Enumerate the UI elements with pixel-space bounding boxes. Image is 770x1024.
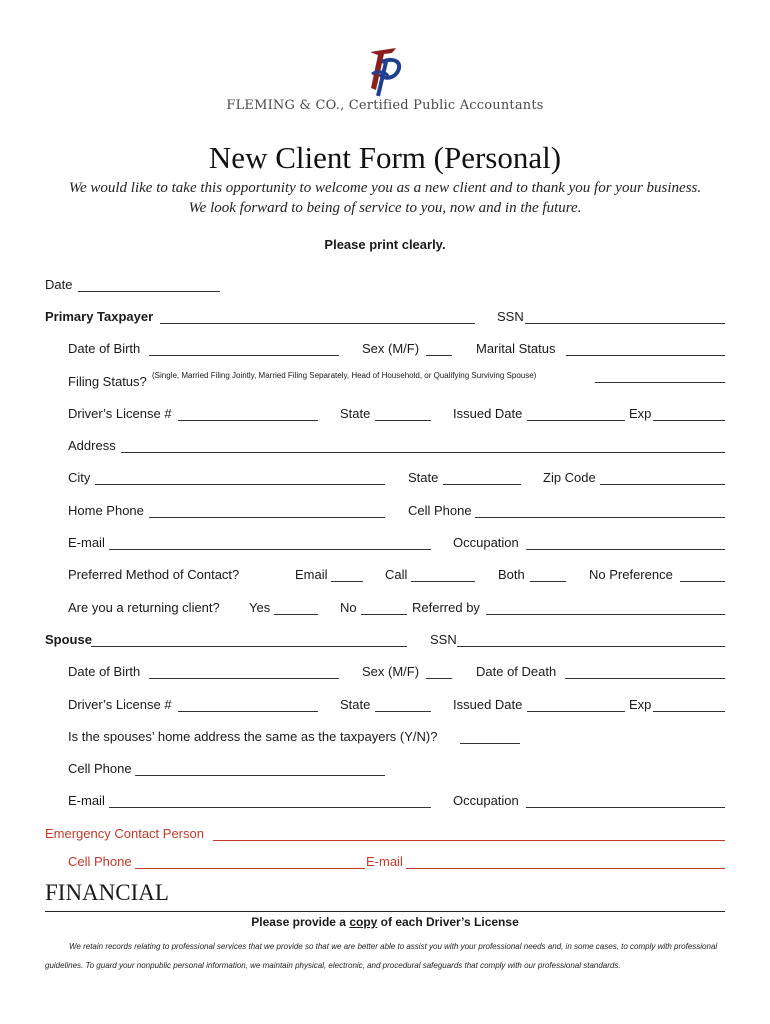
primary-dob-row xyxy=(0,341,770,361)
primary-issued-date-field[interactable] xyxy=(527,420,625,421)
contact-call-label: Call xyxy=(385,567,408,582)
city-row xyxy=(0,470,770,490)
spouse-cell-phone-field[interactable] xyxy=(135,775,385,776)
spouse-issued-date-label: Issued Date xyxy=(453,697,523,712)
firm-name: FLEMING & CO., Certified Public Accountants xyxy=(226,98,544,113)
primary-email-field[interactable] xyxy=(109,549,431,550)
city-field[interactable] xyxy=(95,484,385,485)
license-note-post: of each Driver’s License xyxy=(380,915,519,929)
city-label: City xyxy=(68,470,91,485)
emergency-contact-label: Emergency Contact Person xyxy=(45,826,204,841)
primary-ssn-field[interactable] xyxy=(525,323,725,324)
primary-sex-label: Sex (M/F) xyxy=(362,341,420,356)
spouse-exp-field[interactable] xyxy=(653,711,725,712)
license-copy-note xyxy=(0,915,770,929)
license-note-pre: Please provide a xyxy=(251,915,346,929)
spouse-dob-label: Date of Birth xyxy=(68,664,141,679)
emergency-email-label: E-mail xyxy=(366,854,403,869)
primary-license-row xyxy=(0,406,770,426)
address-state-label: State xyxy=(408,470,439,485)
primary-dob-field[interactable] xyxy=(149,355,339,356)
contact-method-row xyxy=(0,567,770,587)
contact-both-field[interactable] xyxy=(530,581,566,582)
primary-taxpayer-row xyxy=(0,309,770,329)
primary-exp-label: Exp xyxy=(629,406,652,421)
primary-occupation-label: Occupation xyxy=(453,535,519,550)
spouse-issued-date-field[interactable] xyxy=(527,711,625,712)
zip-code-field[interactable] xyxy=(600,484,725,485)
primary-issued-date-label: Issued Date xyxy=(453,406,523,421)
spouse-death-label: Date of Death xyxy=(476,664,557,679)
primary-dob-label: Date of Birth xyxy=(68,341,141,356)
date-row xyxy=(0,277,770,297)
spouse-sex-field[interactable] xyxy=(426,678,452,679)
primary-license-label: Driver’s License # xyxy=(68,406,172,421)
returning-yes-label: Yes xyxy=(249,600,271,615)
same-address-row xyxy=(0,729,770,749)
filing-status-field[interactable] xyxy=(595,382,725,383)
primary-exp-field[interactable] xyxy=(653,420,725,421)
address-state-field[interactable] xyxy=(443,484,521,485)
contact-both-label: Both xyxy=(498,567,525,582)
contact-email-label: Email xyxy=(295,567,328,582)
primary-taxpayer-label: Primary Taxpayer xyxy=(45,309,154,324)
spouse-license-row xyxy=(0,697,770,717)
contact-call-field[interactable] xyxy=(411,581,475,582)
spouse-occupation-field[interactable] xyxy=(526,807,725,808)
referred-by-label: Referred by xyxy=(412,600,480,615)
same-address-field[interactable] xyxy=(460,743,520,744)
spouse-name-field[interactable] xyxy=(91,646,407,647)
primary-occupation-field[interactable] xyxy=(526,549,725,550)
date-label: Date xyxy=(45,277,73,292)
spouse-death-field[interactable] xyxy=(565,678,725,679)
returning-no-label: No xyxy=(340,600,357,615)
emergency-email-field[interactable] xyxy=(406,868,725,869)
primary-license-state-label: State xyxy=(340,406,371,421)
spouse-email-label: E-mail xyxy=(68,793,105,808)
filing-status-label: Filing Status? xyxy=(68,374,147,389)
contact-method-label: Preferred Method of Contact? xyxy=(68,567,240,582)
spouse-label: Spouse xyxy=(45,632,92,647)
home-phone-field[interactable] xyxy=(149,517,385,518)
privacy-notice: We retain records relating to professional services that we provide so that we are better able to assist you with your professional needs and, in some cases, to comply with professional guidelines. To guard your nonpublic personal information, we maintain physical, electronic, and procedural safeguards that comply with our professional standards. xyxy=(45,942,718,970)
primary-ssn-label: SSN xyxy=(497,309,524,324)
marital-status-field[interactable] xyxy=(566,355,725,356)
returning-yes-field[interactable] xyxy=(274,614,318,615)
emergency-cell-phone-label: Cell Phone xyxy=(68,854,132,869)
marital-status-label: Marital Status xyxy=(476,341,556,356)
date-field[interactable] xyxy=(78,291,220,292)
contact-no-preference-field[interactable] xyxy=(680,581,725,582)
fleming-logo-icon xyxy=(362,44,408,100)
emergency-contact-field[interactable] xyxy=(213,840,725,841)
license-note-copy: copy xyxy=(349,915,378,929)
primary-cell-phone-field[interactable] xyxy=(475,517,725,518)
address-field[interactable] xyxy=(121,452,725,453)
spouse-cell-row xyxy=(0,761,770,781)
returning-no-field[interactable] xyxy=(361,614,407,615)
spouse-license-label: Driver’s License # xyxy=(68,697,172,712)
emergency-cell-phone-field[interactable] xyxy=(135,868,365,869)
address-row xyxy=(0,438,770,458)
same-address-label: Is the spouses’ home address the same as the taxpayers (Y/N)? xyxy=(68,729,438,744)
spouse-license-state-label: State xyxy=(340,697,371,712)
spouse-row xyxy=(0,632,770,652)
emergency-contact-row xyxy=(0,826,770,846)
zip-code-label: Zip Code xyxy=(543,470,596,485)
primary-license-state-field[interactable] xyxy=(375,420,431,421)
primary-cell-phone-label: Cell Phone xyxy=(408,503,472,518)
financial-heading: FINANCIAL xyxy=(45,880,169,905)
spouse-ssn-label: SSN xyxy=(430,632,457,647)
home-phone-label: Home Phone xyxy=(68,503,144,518)
print-clearly-note: Please print clearly. xyxy=(324,237,446,252)
spouse-license-field[interactable] xyxy=(178,711,318,712)
spouse-license-state-field[interactable] xyxy=(375,711,431,712)
emergency-phone-row xyxy=(0,854,770,874)
spouse-dob-row xyxy=(0,664,770,684)
primary-sex-field[interactable] xyxy=(426,355,452,356)
filing-status-row xyxy=(0,371,770,394)
referred-by-field[interactable] xyxy=(486,614,725,615)
spouse-sex-label: Sex (M/F) xyxy=(362,664,420,679)
filing-status-hint: (Single, Married Filing Jointly, Married Filing Separately, Head of Household, or Qualifying Surviving Spouse) xyxy=(152,371,537,380)
primary-email-row xyxy=(0,535,770,555)
returning-client-label: Are you a returning client? xyxy=(68,600,220,615)
primary-email-label: E-mail xyxy=(68,535,105,550)
primary-taxpayer-name-field[interactable] xyxy=(160,323,475,324)
intro-text: We would like to take this opportunity to welcome you as a new client and to thank you for your business. We look forward to being of service to you, now and in the future. xyxy=(68,180,702,216)
spouse-email-field[interactable] xyxy=(109,807,431,808)
spouse-exp-label: Exp xyxy=(629,697,652,712)
spouse-dob-field[interactable] xyxy=(149,678,339,679)
financial-divider xyxy=(45,911,725,912)
contact-email-field[interactable] xyxy=(331,581,363,582)
returning-client-row xyxy=(0,600,770,620)
spouse-cell-phone-label: Cell Phone xyxy=(68,761,132,776)
primary-license-field[interactable] xyxy=(178,420,318,421)
spouse-ssn-field[interactable] xyxy=(457,646,725,647)
contact-no-preference-label: No Preference xyxy=(589,567,673,582)
address-label: Address xyxy=(68,438,116,453)
phone-row xyxy=(0,503,770,523)
spouse-email-row xyxy=(0,793,770,813)
spouse-occupation-label: Occupation xyxy=(453,793,519,808)
form-title: New Client Form (Personal) xyxy=(208,140,562,175)
